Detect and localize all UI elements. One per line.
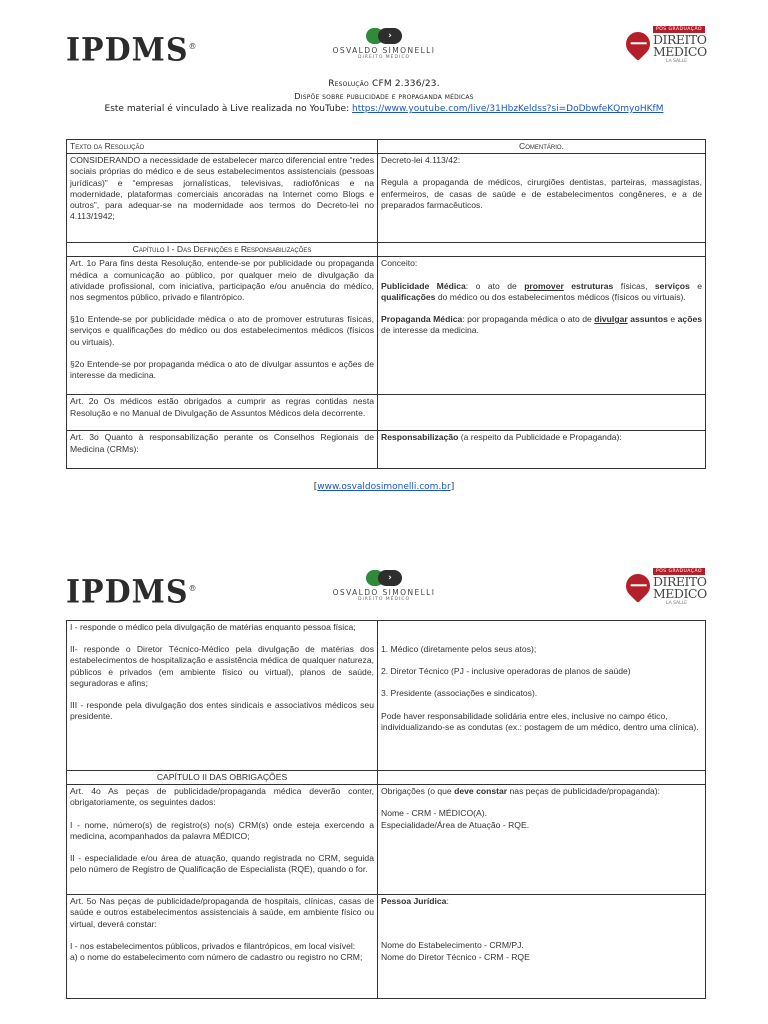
resolution-table-1 [66, 139, 706, 469]
article-1-par2: §2o Entende-se por propaganda médica o ato de divulgar assuntos e ações de interesse da medicina. [70, 358, 374, 381]
article-4-item-1: I - nome, número(s) de registro(s) no(s) CRM(s) onde esteja exercendo a medicina, acompanhados da palavra MÉDICO; [70, 819, 374, 841]
obligation-name-crm: Nome - CRM - MÉDICO(A). [381, 808, 487, 819]
ipdms-logo-text: IPDMS [66, 574, 189, 611]
page-gap [0, 512, 768, 548]
direito-medico-logo [626, 26, 706, 66]
responsibility-1: 1. Médico (diretamente pelos seus atos); [381, 644, 537, 654]
emphasis-estruturas: estruturas [571, 280, 614, 291]
comment-cell [378, 154, 706, 243]
publicidade-definition [381, 281, 702, 303]
responsibility-3: 3. Presidente (associações e sindicatos). [381, 688, 538, 699]
chapter-heading: Capítulo I - Das Definições e Responsabilizações [67, 243, 378, 257]
responsibility-note: Pode haver responsabilidade solidária entre eles, inclusive no campo ético, individualizando-se as condutas (ex.: postagem de um médico, dentro uma clínica). [381, 710, 699, 732]
ipdms-logo: IPDMS® [66, 32, 198, 69]
emphasis-divulgar: divulgar [594, 314, 628, 325]
article-4-text: Art. 4o As peças de publicidade/propaganda médica deverão conter, obrigatoriamente, os seguintes dados: [70, 786, 374, 808]
responsibility-2: 2. Diretor Técnico (PJ - inclusive operadoras de planos de saúde) [381, 666, 631, 677]
considerando-text: CONSIDERANDO a necessidade de estabelecer marco diferencial entre “redes sociais próprias do médico e de seus estabelecimentos assistenciais (pessoas jurídicas)” e “empresas jornalísticas, televisivas, radiofônicas e na modernidade, plataformas comerciais ancoradas na Internet como Blogs e outros”, para adequar-se na modernidade aos termos do Decreto-lei no 4.113/1942; [67, 154, 378, 243]
publicidade-label: Publicidade Médica [381, 280, 466, 291]
text-fragment: físicas, [613, 280, 655, 291]
dm-logo-line2: MEDICO [653, 586, 707, 601]
osvaldo-simonelli-logo [329, 28, 439, 60]
os-logo-name: OSVALDO SIMONELLI [332, 46, 436, 55]
responsabilizacao-label: Responsabilização [381, 432, 459, 443]
chapter-heading: CAPÍTULO II DAS OBRIGAÇÕES [67, 771, 378, 785]
table-row [67, 785, 706, 895]
text-fragment: : por propaganda médica o ato de [462, 314, 595, 325]
empty-cell [378, 771, 706, 785]
article-3-item-1: I - responde o médico pela divulgação de matérias enquanto pessoa física; [70, 622, 356, 632]
os-mark-icon: › [356, 570, 412, 586]
os-logo-name: OSVALDO SIMONELLI [332, 588, 436, 597]
dm-logo-tag: PÓS GRADUAÇÃO [653, 26, 705, 33]
emphasis-promover: promover [524, 280, 564, 291]
text-fragment: nas peças de publicidade/propaganda): [507, 786, 661, 797]
article-3-text: Art. 3o Quanto à responsabilização perante os Conselhos Regionais de Medicina (CRMs): [67, 431, 378, 469]
resolution-subtitle: Dispõe sobre publicidade e propaganda médicas [294, 91, 474, 101]
dm-logo-tag: PÓS GRADUAÇÃO [653, 568, 705, 575]
document-title-block [0, 78, 768, 116]
heart-icon [621, 569, 655, 603]
emphasis-assuntos: assuntos [630, 314, 668, 325]
dm-logo-line1: DIREITO [653, 574, 707, 589]
table-row [67, 895, 706, 999]
heart-icon [621, 27, 655, 61]
article-4-cell [67, 785, 378, 895]
os-logo-sub: DIREITO MÉDICO [357, 597, 410, 602]
column-header-comment: Comentário. [378, 140, 706, 154]
emphasis-deve-constar: deve constar [454, 786, 508, 797]
legal-entity-cell [378, 895, 706, 999]
table-header-row [67, 140, 706, 154]
dm-logo-line2: MEDICO [653, 44, 707, 59]
article-3-items-cell [67, 621, 378, 771]
column-header-text: Texto da Resolução [67, 140, 378, 154]
ipdms-logo: IPDMS® [66, 574, 198, 611]
responsibility-comment-cell [378, 621, 706, 771]
os-logo-sub: DIREITO MÉDICO [357, 55, 410, 60]
table-row [67, 431, 706, 469]
empty-cell [378, 243, 706, 257]
decree-ref: Decreto-lei 4.113/42: [381, 155, 461, 166]
article-1-text: Art. 1o Para fins desta Resolução, entende-se por publicidade ou propaganda médica a comunicação ao público, por qualquer meio de divulgação da atividade profissional, com iniciativa, participação e/ou anuência do médico, nos segmentos público, privado e filantrópico. [70, 258, 374, 303]
responsabilizacao-text: (a respeito da Publicidade e Propaganda): [458, 432, 622, 443]
emphasis-qualificacoes: qualificações [381, 291, 436, 302]
dm-logo-line1: DIREITO [653, 32, 707, 47]
live-note [0, 103, 768, 116]
text-fragment: de interesse da medicina. [381, 325, 479, 336]
obligations-title [381, 786, 702, 797]
chapter-row [67, 243, 706, 257]
article-5-text: Art. 5o Nas peças de publicidade/propaganda de hospitais, clínicas, casas de saúde e outros estabelecimentos assistenciais à saúde, em ambiente físico ou virtual, deverá constar: [70, 896, 374, 929]
chapter-row [67, 771, 706, 785]
article-4-item-2: II - especialidade e/ou área de atuação, quando registrada no CRM, seguida pelo número de Registro de Qualificação de Especialista (RQE), quando o for. [70, 853, 374, 875]
pessoa-juridica-label: Pessoa Jurídica [381, 896, 447, 907]
bracket-close: ] [450, 482, 455, 492]
text-fragment: do médico ou dos estabelecimentos médicos (físicos ou virtuais). [435, 291, 686, 302]
website-link[interactable]: www.osvaldosimonelli.com.br [317, 482, 451, 492]
os-mark-icon: › [356, 28, 412, 44]
table-row [67, 395, 706, 431]
article-5-item-1: I - nos estabelecimentos públicos, privados e filantrópicos, em local visível: [70, 940, 356, 951]
table-row [67, 257, 706, 395]
dm-logo-line3: LA SALLE [666, 59, 687, 64]
emphasis-acoes: ações [677, 314, 703, 325]
article-3-item-3: III - responde pela divulgação dos entes sindicais e associativos médicos seu presidente. [70, 700, 374, 722]
text-fragment: e [689, 280, 703, 291]
article-5-cell [67, 895, 378, 999]
article-3-item-2: II- responde o Diretor Técnico-Médico pela divulgação de matérias dos estabelecimentos de hospitalização e assistência médica de qualquer natureza, públicos e privados (em ambiente físico ou virtual), planos de saúde, seguradoras e afins; [70, 644, 374, 688]
table-row [67, 621, 706, 771]
osvaldo-simonelli-logo [329, 570, 439, 602]
ipdms-logo-text: IPDMS [66, 32, 189, 69]
legal-entity-name-crm: Nome do Estabelecimento - CRM/PJ. [381, 940, 524, 951]
obligations-cell [378, 785, 706, 895]
decree-comment: Regula a propaganda de médicos, cirurgiões dentistas, parteiras, massagistas, enfermeiros, de casas de saúde e de estabelecimentos congêneres, e a de preparados farmacêuticos. [381, 177, 702, 210]
text-fragment: : [446, 896, 449, 907]
responsabilizacao-cell [378, 431, 706, 469]
obligation-specialty: Especialidade/Área de Atuação - RQE. [381, 819, 530, 830]
concept-cell [378, 257, 706, 395]
text-fragment: : o ato de [465, 280, 525, 291]
dm-logo-line3: LA SALLE [666, 601, 687, 606]
youtube-link[interactable]: https://www.youtube.com/live/31HbzKeldss?si=DoDbwfeKQmyoHKfM [351, 104, 664, 114]
text-fragment: Obrigações (o que [381, 786, 455, 797]
article-2-text: Art. 2o Os médicos estão obrigados a cumprir as regras contidas nesta Resolução e no Manual de Divulgação de Assuntos Médicos dela decorrente. [67, 395, 378, 431]
propaganda-label: Propaganda Médica [381, 314, 463, 325]
emphasis-servicos: serviços [654, 280, 690, 291]
document-page-2 [0, 548, 768, 1024]
article-5-item-1a: a) o nome do estabelecimento com número de cadastro ou registro no CRM; [70, 952, 363, 963]
resolution-title: Resolução CFM 2.336/23. [328, 79, 440, 89]
concept-title: Conceito: [381, 258, 418, 269]
empty-cell [378, 395, 706, 431]
article-1-cell [67, 257, 378, 395]
propaganda-definition [381, 314, 702, 336]
page-footer [0, 482, 768, 492]
bracket-open: [ [313, 482, 318, 492]
text-fragment: e [667, 314, 678, 325]
legal-entity-director: Nome do Diretor Técnico - CRM - RQE [381, 951, 530, 962]
live-note-text: Este material é vinculado à Live realizada no YouTube: [104, 104, 352, 114]
legal-entity-title [381, 896, 702, 907]
direito-medico-logo [626, 568, 706, 608]
table-row [67, 154, 706, 243]
resolution-table-2 [66, 620, 706, 999]
article-1-par1: §1o Entende-se por publicidade médica o ato de promover estruturas físicas, serviços e qualificações do médico ou dos estabelecimentos médicos (físicos ou virtuais). [70, 314, 374, 347]
